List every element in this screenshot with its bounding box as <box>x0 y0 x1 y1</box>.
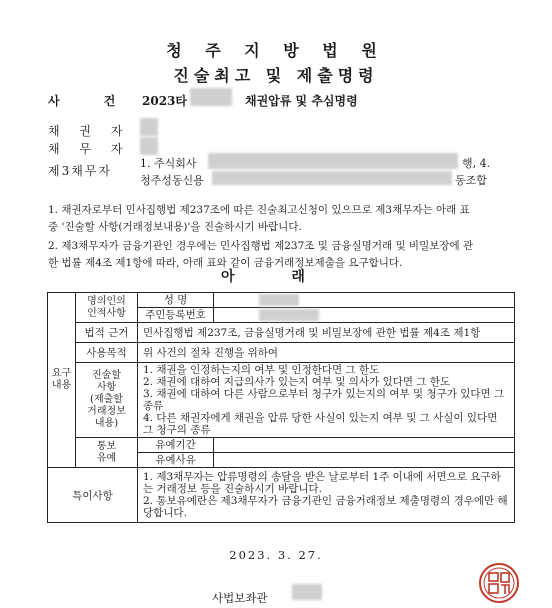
third-party-line2-end: 동조합 <box>455 174 487 187</box>
court-name: 청 주 지 방 법 원 <box>166 41 386 60</box>
case-number-prefix: 2023타 <box>142 94 187 108</box>
special-note-1: 1. 제3채무자는 압류명령의 송달을 받은 날로부터 1주 이내에 서면으로 요구하는 거래정보 등을 진술하시기 바랍니다. <box>143 471 501 495</box>
legal-basis-label: 법적 근거 <box>76 323 138 343</box>
redacted-name <box>259 294 299 306</box>
officer-title: 사법보좌관 <box>212 591 268 605</box>
creditor-label: 채 권 자 <box>48 124 131 138</box>
purpose-value: 위 사건의 절차 진행을 위하여 <box>138 343 515 363</box>
case-name: 채권압류 및 추심명령 <box>245 94 358 108</box>
ara-heading: 아 래 <box>221 269 331 285</box>
request-table <box>47 292 515 523</box>
defer-reason-label: 유예사유 <box>138 453 214 468</box>
statement-items-label: 진술할 사항 (제출할 거래정보 내용) <box>76 363 138 438</box>
request-content-label: 요구 내용 <box>48 293 76 468</box>
paragraph-2-line1: 2. 제3채무자가 금융기관인 경우에는 민사집행법 제237조 및 금융실명거래 및 비밀보장에 관 <box>48 240 474 252</box>
statement-item-3: 3. 채권에 대하여 다른 사람으로부터 청구가 있는지의 여부 및 청구가 있다면 그 종류 <box>143 388 505 412</box>
statement-items <box>138 363 515 438</box>
third-party-line1-start: 1. 주식회사 <box>140 157 197 170</box>
defer-period-label: 유예기간 <box>138 438 214 453</box>
defer-reason-value <box>214 453 515 468</box>
third-party-line2-start: 청주성동신용 <box>140 174 204 187</box>
special-notes-label: 특이사항 <box>48 468 138 523</box>
legal-basis-value: 민사집행법 제237조, 금융실명거래 및 비밀보장에 관한 법률 제4조 제1항 <box>138 323 515 343</box>
redacted-rrn <box>259 309 319 321</box>
redacted-case-number <box>190 88 232 106</box>
third-party-line1-end: 행, 4. <box>462 157 491 170</box>
paragraph-1-line2: 중 '진술할 사항(거래정보내용)'을 진술하시기 바랍니다. <box>48 221 302 233</box>
statement-item-4: 4. 다른 채권자에게 채권을 압류 당한 사실이 있는지 여부 및 그 사실이 있다면 그 청구의 종류 <box>143 412 498 436</box>
redacted-debtor <box>140 137 158 155</box>
official-seal-icon <box>478 562 520 604</box>
case-label: 사 건 <box>48 94 136 108</box>
redacted-third-party-line2 <box>212 171 452 185</box>
third-party-label: 제3채무자 <box>48 164 113 178</box>
special-notes <box>138 468 515 523</box>
special-note-2: 2. 통보유예란은 제3채무자가 금융기관인 금융거래정보 제출명령의 경우에만 해당합니다. <box>143 495 508 519</box>
name-value <box>214 293 515 308</box>
debtor-label: 채 무 자 <box>48 142 131 156</box>
paragraph-1 <box>48 202 510 236</box>
person-info-label: 명의인의 인적사항 <box>76 293 138 323</box>
redacted-creditor <box>140 118 158 136</box>
rrn-value <box>214 308 515 323</box>
defer-period-value <box>214 438 515 453</box>
paragraph-2-line2: 한 법률 제4조 제1항에 따라, 아래 표와 같이 금융거래정보제출을 요구합니다. <box>48 257 403 269</box>
case-number <box>142 92 187 109</box>
document-title: 진술최고 및 제출명령 <box>173 66 379 85</box>
redacted-officer-name <box>292 584 322 600</box>
redacted-third-party-line1 <box>208 153 458 169</box>
issue-date: 2023. 3. 27. <box>229 548 323 562</box>
paragraph-1-line1: 1. 채권자로부터 민사집행법 제237조에 따른 진술최고신청이 있으므로 제3채무자는 아래 표 <box>48 204 470 216</box>
purpose-label: 사용목적 <box>76 343 138 363</box>
statement-item-1: 1. 채권을 인정하는지의 여부 및 인정한다면 그 한도 <box>143 364 380 376</box>
name-label: 성 명 <box>138 293 214 308</box>
notice-deferral-label: 통보 유예 <box>76 438 138 468</box>
statement-item-2: 2. 채권에 대하여 지급의사가 있는지 여부 및 의사가 있다면 그 한도 <box>143 376 451 388</box>
rrn-label: 주민등록번호 <box>138 308 214 323</box>
